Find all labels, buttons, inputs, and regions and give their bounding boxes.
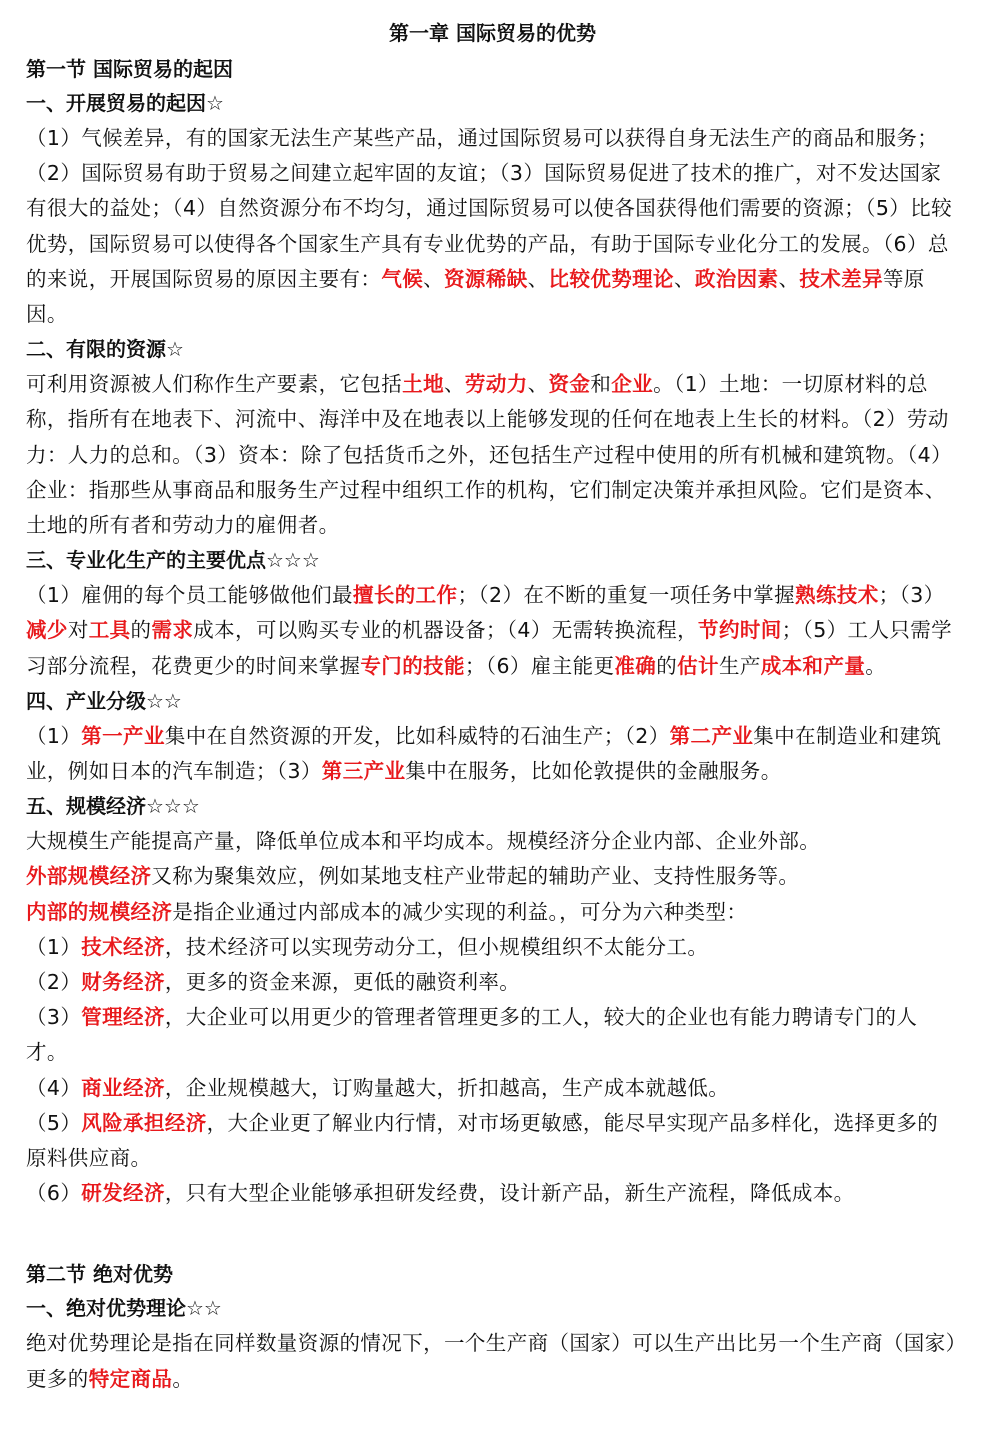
subsection-2-1-paragraph [26,1326,959,1396]
text-run: （1） [26,723,82,748]
subsection-1-2-paragraph [26,367,959,543]
highlighted-term: 特定商品 [88,1366,173,1391]
text-run: 、 [423,266,445,291]
highlighted-term: 准确 [614,653,657,678]
text-run: 。（1）土地：一切原材料的总称，指所有在地表下、河流中、海洋中及在地表以上能够发现的任何在地表上生长的材料。（2）劳动力：人力的总和。（3）资本：除了包括货币之外，还包括生产过程中使用的所有机械和建筑物。（4）企业：指那些从事商品和服务生产过程中组织工作的机构，它们制定决策并承担风险。它们是资本、土地的所有者和劳动力的雇佣者。 [26,372,952,538]
highlighted-term: 第二产业 [669,723,754,748]
text-run: ，只有大型企业能够承担研发经费，设计新产品，新生产流程，降低成本。 [164,1181,855,1206]
text-run: 对 [67,618,89,643]
subsection-1-1-paragraph [26,121,959,332]
text-run: 又称为聚集效应，例如某地支柱产业带起的辅助产业、支持性服务等。 [151,864,800,889]
highlighted-term: 研发经济 [81,1181,165,1206]
text-run: 、 [444,372,465,397]
text-run: ，企业规模越大，订购量越大，折扣越高，生产成本就越低。 [164,1075,730,1100]
highlighted-term: 成本和产量 [760,653,866,678]
highlighted-term: 估计 [677,653,719,678]
highlighted-term: 比较优势理论 [548,266,674,291]
financial-economy-item [26,965,959,1000]
text-run: 等原因。 [26,266,925,327]
highlighted-term: 气候 [381,266,424,291]
text-run: （4） [26,1075,82,1100]
rnd-economy-item [26,1176,959,1211]
text-run: （1）雇佣的每个员工能够做他们最 [26,583,353,608]
text-run: （5） [26,1110,82,1135]
highlighted-term: 内部的规模经济 [26,899,173,924]
highlighted-term: 擅长的工作 [352,583,458,608]
highlighted-term: 需求 [151,618,194,643]
text-run: （6） [26,1181,82,1206]
highlighted-term: 劳动力 [464,372,528,397]
text-run: 大规模生产能提高产量，降低单位成本和平均成本。规模经济分企业内部、企业外部。 [26,829,821,854]
highlighted-term: 减少 [26,618,68,643]
text-run: 。 [865,653,887,678]
highlighted-term: 企业 [611,372,654,397]
subsection-2-1-title: 一、绝对优势理论☆☆ [26,1296,222,1321]
highlighted-term: 节约时间 [698,618,782,643]
text-run: （2） [26,970,82,995]
highlighted-term: 工具 [88,618,131,643]
text-run: 的 [656,653,678,678]
subsection-1-2-title: 二、有限的资源☆ [26,337,184,362]
text-run: 集中在服务，比如伦敦提供的金融服务。 [405,759,782,784]
highlighted-term: 资金 [548,372,591,397]
highlighted-term: 资源稀缺 [444,266,528,291]
internal-scale-economy [26,895,959,930]
highlighted-term: 熟练技术 [795,583,879,608]
highlighted-term: 专门的技能 [360,653,465,678]
text-run: 是指企业通过内部成本的减少实现的利益。，可分为六种类型： [172,899,748,924]
scale-economy-intro [26,824,959,859]
section-1-title: 第一节 国际贸易的起因 [26,57,233,81]
text-run: 和 [590,372,612,397]
subsection-1-5-title: 五、规模经济☆☆☆ [26,794,200,819]
subsection-1-3-paragraph [26,578,959,684]
technical-economy-item [26,930,959,965]
subsection-1-3-title: 三、专业化生产的主要优点☆☆☆ [26,548,320,573]
text-run: ，大企业可以用更少的管理者管理更多的工人，较大的企业也有能力聘请专门的人才。 [26,1005,918,1065]
text-run: 集中在自然资源的开发，比如科威特的石油生产；（2） [164,723,670,748]
text-run: 生产 [718,653,761,678]
chapter-title: 第一章 国际贸易的优势 [389,21,596,45]
highlighted-term: 政治因素 [694,266,779,291]
text-run: ；（6）雇主能更 [464,653,615,678]
external-scale-economy [26,859,959,894]
text-run: 、 [527,266,549,291]
subsection-1-4-title: 四、产业分级☆☆ [26,688,182,713]
text-run: 。 [172,1366,194,1391]
highlighted-term: 技术差异 [799,266,883,291]
text-run: （1） [26,934,82,959]
highlighted-term: 土地 [402,372,445,397]
text-run: 、 [527,372,549,397]
text-run: （1）气候差异，有的国家无法生产某些产品，通过国际贸易可以获得自身无法生产的商品和服务；（2）国际贸易有助于贸易之间建立起牢固的友谊；（3）国际贸易促进了技术的推广，对不发达国家有很大的益处；（4）自然资源分布不均匀，通过国际贸易可以使各国获得他们需要的资源；（5）比较优势，国际贸易可以使得各个国家生产具有专业优势的产品，有助于国际专业化分工的发展。（6）总的来说，开展国际贸易的原因主要有： [26,126,952,291]
text-run: 可利用资源被人们称作生产要素，它包括 [26,372,403,397]
subsection-1-4-paragraph [26,719,959,789]
highlighted-term: 第三产业 [321,759,406,784]
highlighted-term: 管理经济 [81,1005,165,1030]
managerial-economy-item [26,1000,959,1070]
text-run: 集中在制造业和建筑业，例如日本的汽车制造；（3） [26,723,942,784]
text-run: （3） [26,1005,82,1030]
text-run: ；（2）在不断的重复一项任务中掌握 [457,583,796,608]
text-run: 绝对优势理论是指在同样数量资源的情况下，一个生产商（国家）可以生产出比另一个生产商（国家）更多的 [26,1331,957,1391]
text-run: 的 [130,618,152,643]
text-run: ；（3） [878,583,945,608]
text-run: ，更多的资金来源，更低的融资利率。 [164,970,521,995]
highlighted-term: 技术经济 [81,934,165,959]
text-run: ，技术经济可以实现劳动分工，但小规模组织不太能分工。 [164,934,709,959]
commercial-economy-item [26,1071,959,1106]
subsection-1-1-title: 一、开展贸易的起因☆ [26,91,224,115]
risk-bearing-economy-item [26,1106,959,1176]
highlighted-term: 第一产业 [81,723,165,748]
section-spacer [26,1211,959,1257]
section-2-title: 第二节 绝对优势 [26,1262,173,1287]
text-run: ；（5）工人只需学习部分流程，花费更少的时间来掌握 [26,618,953,678]
text-run: 成本，可以购买专业的机器设备；（4）无需转换流程， [193,618,699,643]
highlighted-term: 风险承担经济 [81,1110,207,1135]
highlighted-term: 商业经济 [81,1075,165,1100]
highlighted-term: 外部规模经济 [26,864,152,889]
text-run: 、 [778,266,800,291]
text-run: ，大企业更了解业内行情，对市场更敏感，能尽早实现产品多样化，选择更多的原料供应商。 [26,1110,939,1171]
highlighted-term: 财务经济 [81,970,165,995]
text-run: 、 [673,266,695,291]
